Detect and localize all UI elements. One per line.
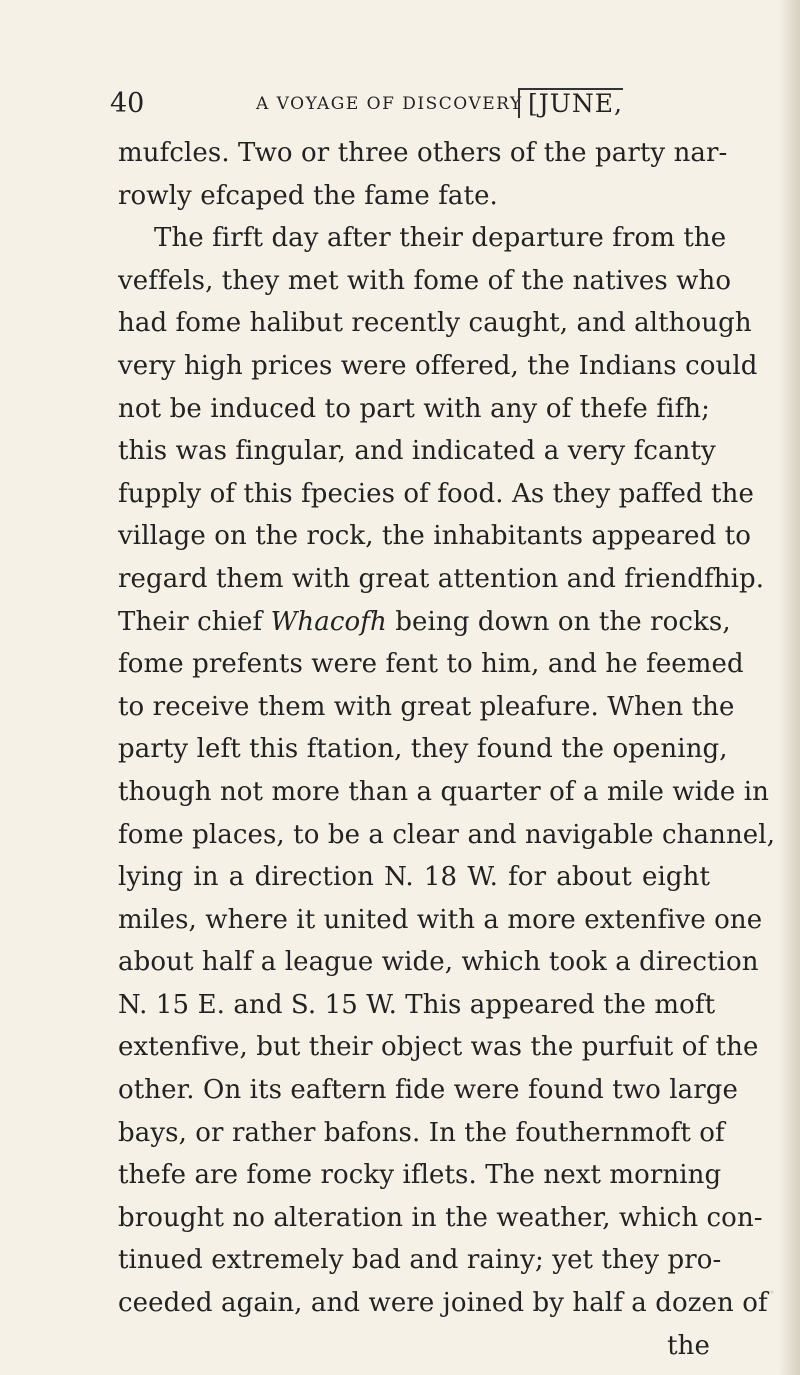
text-line: mufcles. Two or three others of the party nar- — [118, 138, 728, 168]
text-line: fome prefents were fent to him, and he feemed — [118, 649, 744, 680]
text-line: tinued extremely bad and rainy; yet they pro- — [118, 1245, 722, 1276]
page-number: 40 — [110, 88, 145, 119]
text-line: had fome halibut recently caught, and although — [118, 308, 752, 339]
date-mark: [JUNE, — [518, 88, 623, 118]
text-line: brought no alteration in the weather, which con- — [118, 1202, 763, 1233]
paper-spot — [640, 1135, 646, 1141]
text-line: village on the rock, the inhabitants appeared to — [118, 521, 752, 552]
text-line: party left this ftation, they found the opening, — [118, 734, 728, 765]
text-line: extenfive, but their object was the purfuit of the — [118, 1032, 759, 1063]
text-line: other. On its eaftern fide were found two large — [118, 1075, 739, 1106]
text-line: thefe are fome rocky iflets. The next morning — [118, 1160, 722, 1191]
text-line: ceeded again, and were joined by half a dozen of — [118, 1288, 768, 1319]
text-line: lying in a direction N. 18 W. for about eight — [118, 862, 710, 893]
catchword: the — [667, 1330, 710, 1361]
chief-name: Whacofh — [270, 606, 387, 637]
text-line: about half a league wide, which took a direction — [118, 947, 759, 978]
running-header — [110, 86, 702, 126]
text-line: though not more than a quarter of a mile wide in — [118, 776, 770, 807]
text-line: rowly efcaped the fame fate. — [118, 180, 498, 211]
running-title: A VOYAGE OF DISCOVERY — [256, 94, 523, 114]
text-line: regard them with great attention and friendfhip. — [118, 563, 765, 594]
text-line: to receive them with great pleafure. When the — [118, 691, 735, 722]
text-line: veffels, they met with fome of the natives who — [118, 265, 732, 296]
text-line: fupply of this fpecies of food. As they paffed the — [118, 478, 754, 509]
text-line: very high prices were offered, the Indians could — [118, 350, 758, 381]
text-line: miles, where it united with a more extenfive one — [118, 904, 763, 935]
page-edge-shadow — [778, 0, 800, 1375]
body-text — [118, 132, 776, 1367]
text-line: fome places, to be a clear and navigable channel, — [118, 819, 776, 850]
text-line: The firft day after their departure from the — [154, 223, 727, 254]
text-line: N. 15 E. and S. 15 W. This appeared the moft — [118, 989, 716, 1020]
paper-spot — [770, 1290, 774, 1294]
text-line: Their chief Whacofh being down on the rocks, — [118, 606, 731, 637]
text-line: not be induced to part with any of thefe fifh; — [118, 393, 710, 424]
text-line: this was fingular, and indicated a very fcanty — [118, 436, 716, 467]
text-line: bays, or rather bafons. In the fouthernmoft of — [118, 1117, 725, 1148]
